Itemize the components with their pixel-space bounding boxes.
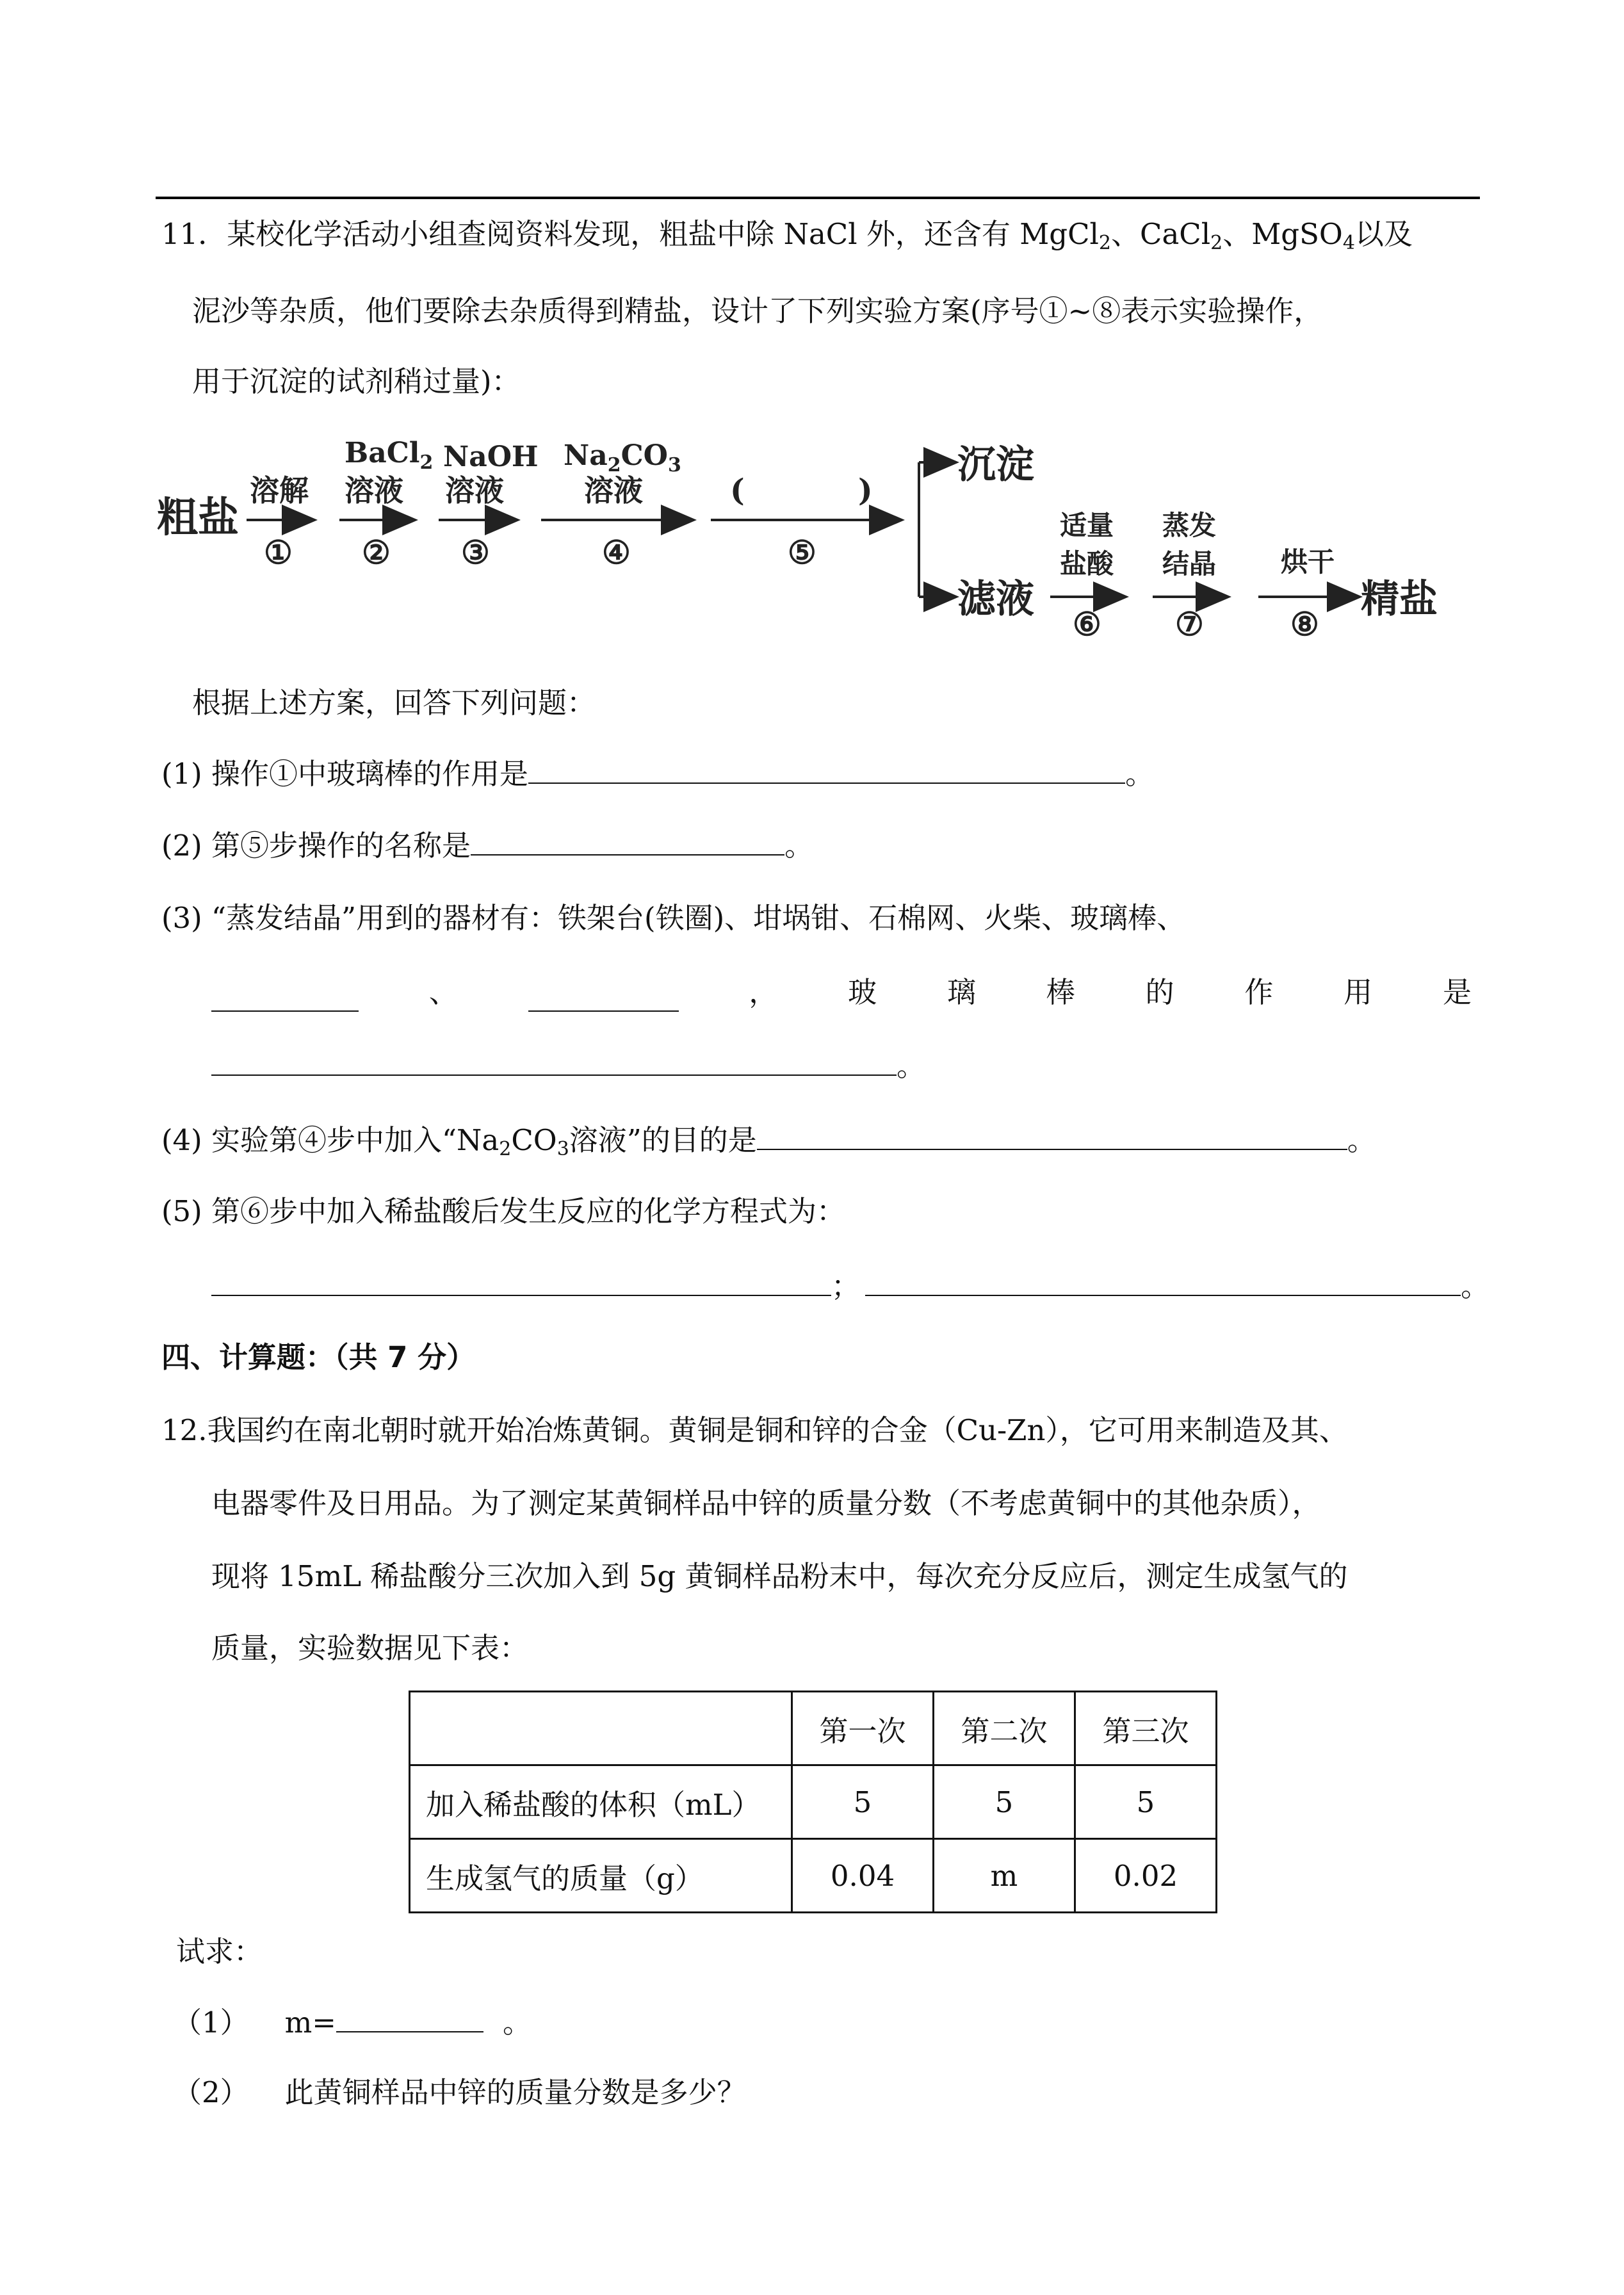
table-cell: 5 — [792, 1765, 934, 1839]
section4-heading: 四、计算题：（共 7 分） — [161, 1340, 476, 1374]
answer-blank-p3-equip2[interactable] — [528, 982, 679, 1012]
table-header-cell: 第三次 — [1075, 1692, 1217, 1765]
flow-step3-label: 溶液 — [445, 473, 504, 508]
table-row — [410, 1765, 1217, 1839]
flow-step4-reagent: $Na_2CO_3$ — [564, 439, 681, 476]
q11-line1: 11．某校化学活动小组查阅资料发现，粗盐中除 NaCl 外，还含有 MgCl$_2$、CaCl$_2$、MgSO$_4$以及 — [161, 217, 1413, 254]
table-header-row — [410, 1692, 1217, 1765]
flow-step1-label: 溶解 — [250, 473, 309, 508]
q11-part5: (5) 第⑥步中加入稀盐酸后发生反应的化学方程式为： — [161, 1194, 846, 1228]
flow-step6-label2: 盐酸 — [1060, 548, 1114, 580]
answer-blank-p5-eq1[interactable] — [211, 1267, 831, 1296]
flow-step5-num: ⑤ — [788, 533, 816, 571]
table-row — [410, 1839, 1217, 1913]
flow-step3-num: ③ — [461, 533, 490, 571]
q11-line3: 用于沉淀的试剂稍过量)： — [192, 364, 521, 398]
answer-blank-p4[interactable] — [757, 1121, 1347, 1150]
q12-line3: 现将 15mL 稀盐酸分三次加入到 5g 黄铜样品粉末中，每次充分反应后，测定生成氢气的 — [211, 1559, 1348, 1593]
flow-step6-num: ⑥ — [1073, 605, 1101, 643]
q12-line4: 质量，实验数据见下表： — [211, 1631, 529, 1665]
flow-step7-label1: 蒸发 — [1162, 510, 1217, 541]
flow-precipitate: 沉淀 — [957, 442, 1034, 487]
q11-part1: (1) 操作①中玻璃棒的作用是 。 — [161, 754, 1154, 793]
flow-step7-num: ⑦ — [1175, 605, 1204, 643]
flow-step8-num: ⑧ — [1290, 605, 1319, 643]
q11-part4: (4) 实验第④步中加入“$Na_2CO_3$溶液”的目的是 。 — [161, 1121, 1376, 1160]
table-cell: 5 — [934, 1765, 1075, 1839]
answer-blank-p3-equip1[interactable] — [211, 982, 359, 1012]
table-cell: 0.04 — [792, 1839, 934, 1913]
table-header-cell — [410, 1692, 792, 1765]
table-cell: 0.02 — [1075, 1839, 1217, 1913]
q11-part2: (2) 第⑤步操作的名称是 。 — [161, 826, 813, 865]
q12-line1: 12.我国约在南北朝时就开始冶炼黄铜。黄铜是铜和锌的合金（Cu-Zn），它可用来制造及其、 — [161, 1413, 1348, 1447]
flow-step4-label: 溶液 — [584, 473, 643, 508]
flow-step2-num: ② — [362, 533, 391, 571]
table-header-cell: 第一次 — [792, 1692, 934, 1765]
flow-step2-label: 溶液 — [345, 473, 403, 508]
experiment-data-table — [409, 1691, 1217, 1913]
flow-step8-label: 烘干 — [1281, 546, 1335, 578]
q11-intro: 根据上述方案，回答下列问题： — [192, 686, 596, 720]
q12-answer1: （1） m= 。 — [173, 2003, 532, 2042]
flow-step6-label1: 适量 — [1060, 510, 1114, 541]
q11-line2: 泥沙等杂质，他们要除去杂质得到精盐，设计了下列实验方案(序号①~⑧表示实验操作， — [192, 294, 1323, 328]
flow-step5-paren-right: ) — [858, 473, 873, 508]
answer-blank-m[interactable] — [336, 2003, 483, 2032]
q11-part3-line2: 、 ， 玻 璃 棒 的 作 用 是 — [211, 973, 1472, 1012]
q12-answer2: （2） 此黄铜样品中锌的质量分数是多少？ — [173, 2075, 746, 2109]
answer-blank-p3-glassrod[interactable] — [211, 1046, 897, 1076]
flow-end-fine-salt: 精盐 — [1361, 577, 1438, 622]
flow-step7-label2: 结晶 — [1162, 548, 1217, 580]
table-cell: 加入稀盐酸的体积（mL） — [410, 1765, 792, 1839]
q11-part3-line1: (3) “蒸发结晶”用到的器材有：铁架台(铁圈)、坩埚钳、石棉网、火柴、玻璃棒、 — [161, 901, 1186, 935]
answer-blank-p1[interactable] — [528, 754, 1125, 784]
table-cell: m — [934, 1839, 1075, 1913]
flow-step3-reagent: NaOH — [443, 441, 539, 473]
q11-part3-line3: 。 — [211, 1046, 925, 1085]
table-header-cell: 第二次 — [934, 1692, 1075, 1765]
flow-step4-num: ④ — [602, 533, 631, 571]
q11-part5-answers: ； 。 — [211, 1267, 1490, 1306]
flow-step1-num: ① — [264, 533, 293, 571]
flow-start-crude-salt: 粗盐 — [157, 494, 239, 542]
answer-blank-p5-eq2[interactable] — [865, 1267, 1461, 1296]
top-rule — [156, 197, 1480, 199]
q12-line2: 电器零件及日用品。为了测定某黄铜样品中锌的质量分数（不考虑黄铜中的其他杂质）， — [211, 1486, 1321, 1520]
flow-step5-paren-left: ( — [730, 473, 745, 508]
answer-blank-p2[interactable] — [471, 826, 784, 856]
table-cell: 5 — [1075, 1765, 1217, 1839]
table-cell: 生成氢气的质量（g） — [410, 1839, 792, 1913]
purification-flow-diagram — [154, 429, 1486, 647]
flow-filtrate: 滤液 — [957, 577, 1034, 622]
flow-step2-reagent: BaCl$_2$ — [345, 437, 434, 474]
q12-ask: 试求： — [176, 1934, 263, 1968]
